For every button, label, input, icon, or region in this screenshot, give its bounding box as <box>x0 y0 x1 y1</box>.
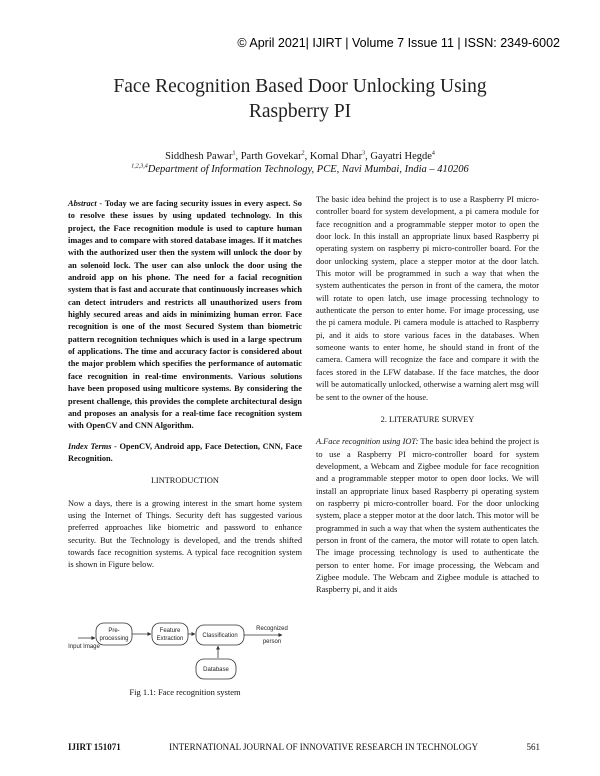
face-recognition-diagram <box>68 618 302 686</box>
classification-label: Classification <box>202 633 238 639</box>
literature-text: The basic idea behind the project is to use a Raspberry PI micro-controller board for system development, a Webcam and Zigbee module for face recognition and a programmable stepper motor to open door locks. We will install an appropriate linux based Raspberry pi operating system on raspberry pi micro-controller board. For the door unlocking system, place a stepper motor at the door latch. This motor will be programmed in such a way that when the system authenticates the person in front of the camera, the motor will rotate to open latch. The image processing technology is used to authenticate the person to enter home. For image processing, the Webcam and Zigbee module. The Webcam and Zigbee module is attached to Raspberry pi, and it aids <box>316 437 539 595</box>
feature-label-2: Extraction <box>156 636 184 642</box>
section-heading-introduction: I.INTRODUCTION <box>151 476 219 486</box>
author-name: Siddhesh Pawar <box>165 151 233 162</box>
author-name: Komal Dhar <box>309 151 363 162</box>
input-image-label: Input Image <box>68 644 100 650</box>
database-label: Database <box>203 667 229 673</box>
abstract <box>68 198 302 433</box>
title-line-1: Face Recognition Based Door Unlocking Using <box>113 76 487 97</box>
page-title <box>0 74 600 124</box>
abstract-label: Abstract - <box>68 199 103 208</box>
affiliation: $^{1,2,3,4}$Department of Information Technology, PCE, Navi Mumbai, India – 410206 <box>131 163 469 175</box>
left-column <box>68 198 302 580</box>
recognized-label-1: Recognized <box>256 626 288 632</box>
footer-journal-id: IJIRT 151071 <box>68 742 121 752</box>
index-terms-text: OpenCV, Android app, Face Detection, CNN, Face Recognition. <box>68 441 303 463</box>
figure-caption: Fig 1.1: Face recognition system <box>129 687 241 697</box>
section-heading-literature: 2. LITERATURE SURVEY <box>380 414 475 424</box>
literature-subheading: A.Face recognition using IOT: <box>316 437 419 447</box>
abstract-text: Today we are facing security issues in every aspect. So to resolve these issues by using updated technology. In this project, the Face recognition module is used to capture human images and to compare with stored database images. If it matches with the authorized user then the system will unlock the door by an solenoid lock. The user can also unlock the door using the android app on his phone. The need for a facial recognition system that is fast and accurate that continuously increases which can detect intruders and restricts all unauthorized users from highly secured areas and aids in minimizing human error. Face recognition is one of the most Secured System than biometric pattern recognition techniques which is used in a large spectrum of applications. The time and accuracy factor is considered about the major problem which specifies the performance of automatic face recognition in real-time environments. Various solutions have been proposed using multicore systems. By considering the present challenge, this provides the complete architectural design and proposes an analysis for a real-time face recognition system with OpenCV and CNN Algorithm. <box>68 199 302 431</box>
page-footer <box>68 742 540 752</box>
footer-page-number: 561 <box>526 742 540 752</box>
preprocessing-label-1: Pre- <box>108 628 120 634</box>
literature-paragraph <box>316 436 539 596</box>
feature-label-1: Feature <box>159 628 181 634</box>
author-name: Gayatri Hegde <box>370 151 432 162</box>
right-column <box>316 194 539 605</box>
footer-journal-name: INTERNATIONAL JOURNAL OF INNOVATIVE RESEARCH IN TECHNOLOGY <box>169 742 479 752</box>
index-terms <box>68 441 302 466</box>
right-paragraph-1: The basic idea behind the project is to use a Raspberry PI micro-controller board for system development, a pi camera module for face recognition and a programmable stepper motor to open the door lock. In this install an appropriate linux based Raspberry pi operating system on raspberry pi micro-controller board. For the door unlocking system, place a stepper motor at the door latch. This motor will be programmed in such a way that when the system authenticates the person in front of the camera, the motor will rotate to open latch, use image processing technology to authenticate the person to enter home. For image processing, use the pi camera module. Pi camera module is attached to Raspberry pi, and it aids to store various faces in the databases. When someone wants to enter home, he should stand in front of the camera. Camera will recognize the face and compare it with the faces stored in the LFW database. If the face matches, the door will be automatically unlocked, otherwise a warning alert msg will be sent to the owner of the house. <box>316 195 539 402</box>
introduction-text: Now a days, there is a growing interest in the smart home system using the Internet of Things. Security deft has suggested various preferred approaches like biometric and password to enhance security. But the Technology is developed, and the trends shifted towards face recognition systems. A typical face recognition system is shown in Figure below. <box>68 498 302 570</box>
recognized-label-2: person <box>262 639 282 645</box>
title-line-2: Raspberry PI <box>248 101 352 122</box>
author-name: Parth Govekar <box>240 151 302 162</box>
journal-header: © April 2021| IJIRT | Volume 7 Issue 11 | ISSN: 2349-6002 <box>237 36 560 50</box>
preprocessing-label-2: processing <box>99 636 129 642</box>
author-list: Siddhesh Pawar$^1$, Parth Govekar$^2$, Komal Dhar$^3$, Gayatri Hegde$^4$ <box>165 150 435 162</box>
author-block <box>0 150 600 176</box>
index-terms-label: Index Terms - <box>68 441 117 451</box>
